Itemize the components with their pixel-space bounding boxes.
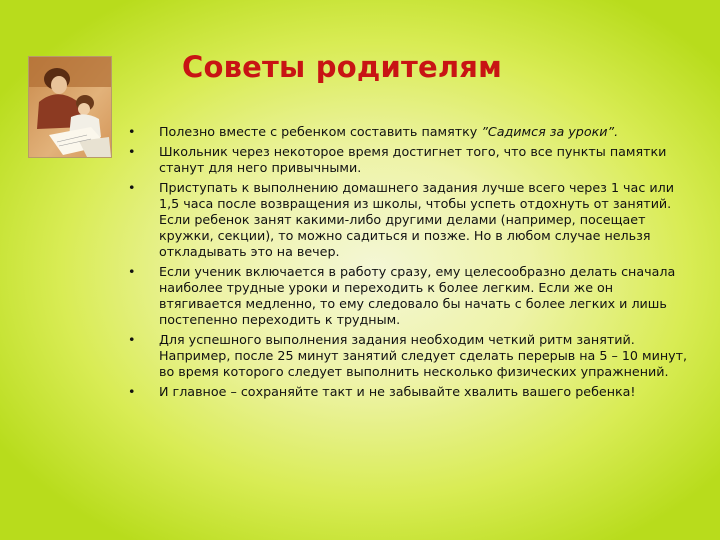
list-item-text: [159, 124, 688, 140]
list-item-text: Если ученик включается в работу сразу, ему целесообразно делать сначала наиболее трудные уроки и переходить к более легким. Если же он втягивается медленно, то ему следовало бы начать с более легких и лишь постепенно переходить к трудным.: [159, 264, 676, 327]
list-item-text: Для успешного выполнения задания необходим четкий ритм занятий. Например, после 25 минут занятий следует сделать перерыв на 5 – 10 минут, во время которого следует выполнить несколько физических упражнений.: [159, 332, 688, 379]
list-item-text: Школьник через некоторое время достигнет того, что все пункты памятки станут для него привычными.: [159, 144, 667, 175]
bullet-icon: •: [128, 180, 136, 195]
list-item: [128, 124, 688, 140]
photo-illustration: [29, 57, 111, 157]
tips-list: [128, 124, 688, 404]
list-item: [128, 144, 688, 176]
mother-helping-child-photo: [28, 56, 112, 158]
list-item-text-main: Полезно вместе с ребенком составить памятку: [159, 124, 482, 139]
list-item-slogan: ”Садимся за уроки”.: [481, 124, 619, 139]
bullet-icon: •: [128, 384, 136, 399]
bullet-icon: •: [128, 144, 136, 159]
list-item-text: И главное – сохраняйте такт и не забывайте хвалить вашего ребенка!: [159, 384, 636, 399]
list-item: [128, 332, 688, 380]
slide-title: Советы родителям: [182, 50, 503, 84]
bullet-icon: •: [128, 124, 136, 139]
list-item: [128, 180, 688, 260]
bullet-icon: •: [128, 332, 136, 347]
list-item-text: Приступать к выполнению домашнего задания лучше всего через 1 час или 1,5 часа после возвращения из школы, чтобы успеть отдохнуть от занятий. Если ребенок занят какими-либо другими делами (например, посещает кружки, секции), то можно садиться и позже. Но в любом случае нельзя откладывать это на вечер.: [159, 180, 674, 259]
list-item: [128, 264, 688, 328]
list-item: [128, 384, 688, 400]
bullet-icon: •: [128, 264, 136, 279]
